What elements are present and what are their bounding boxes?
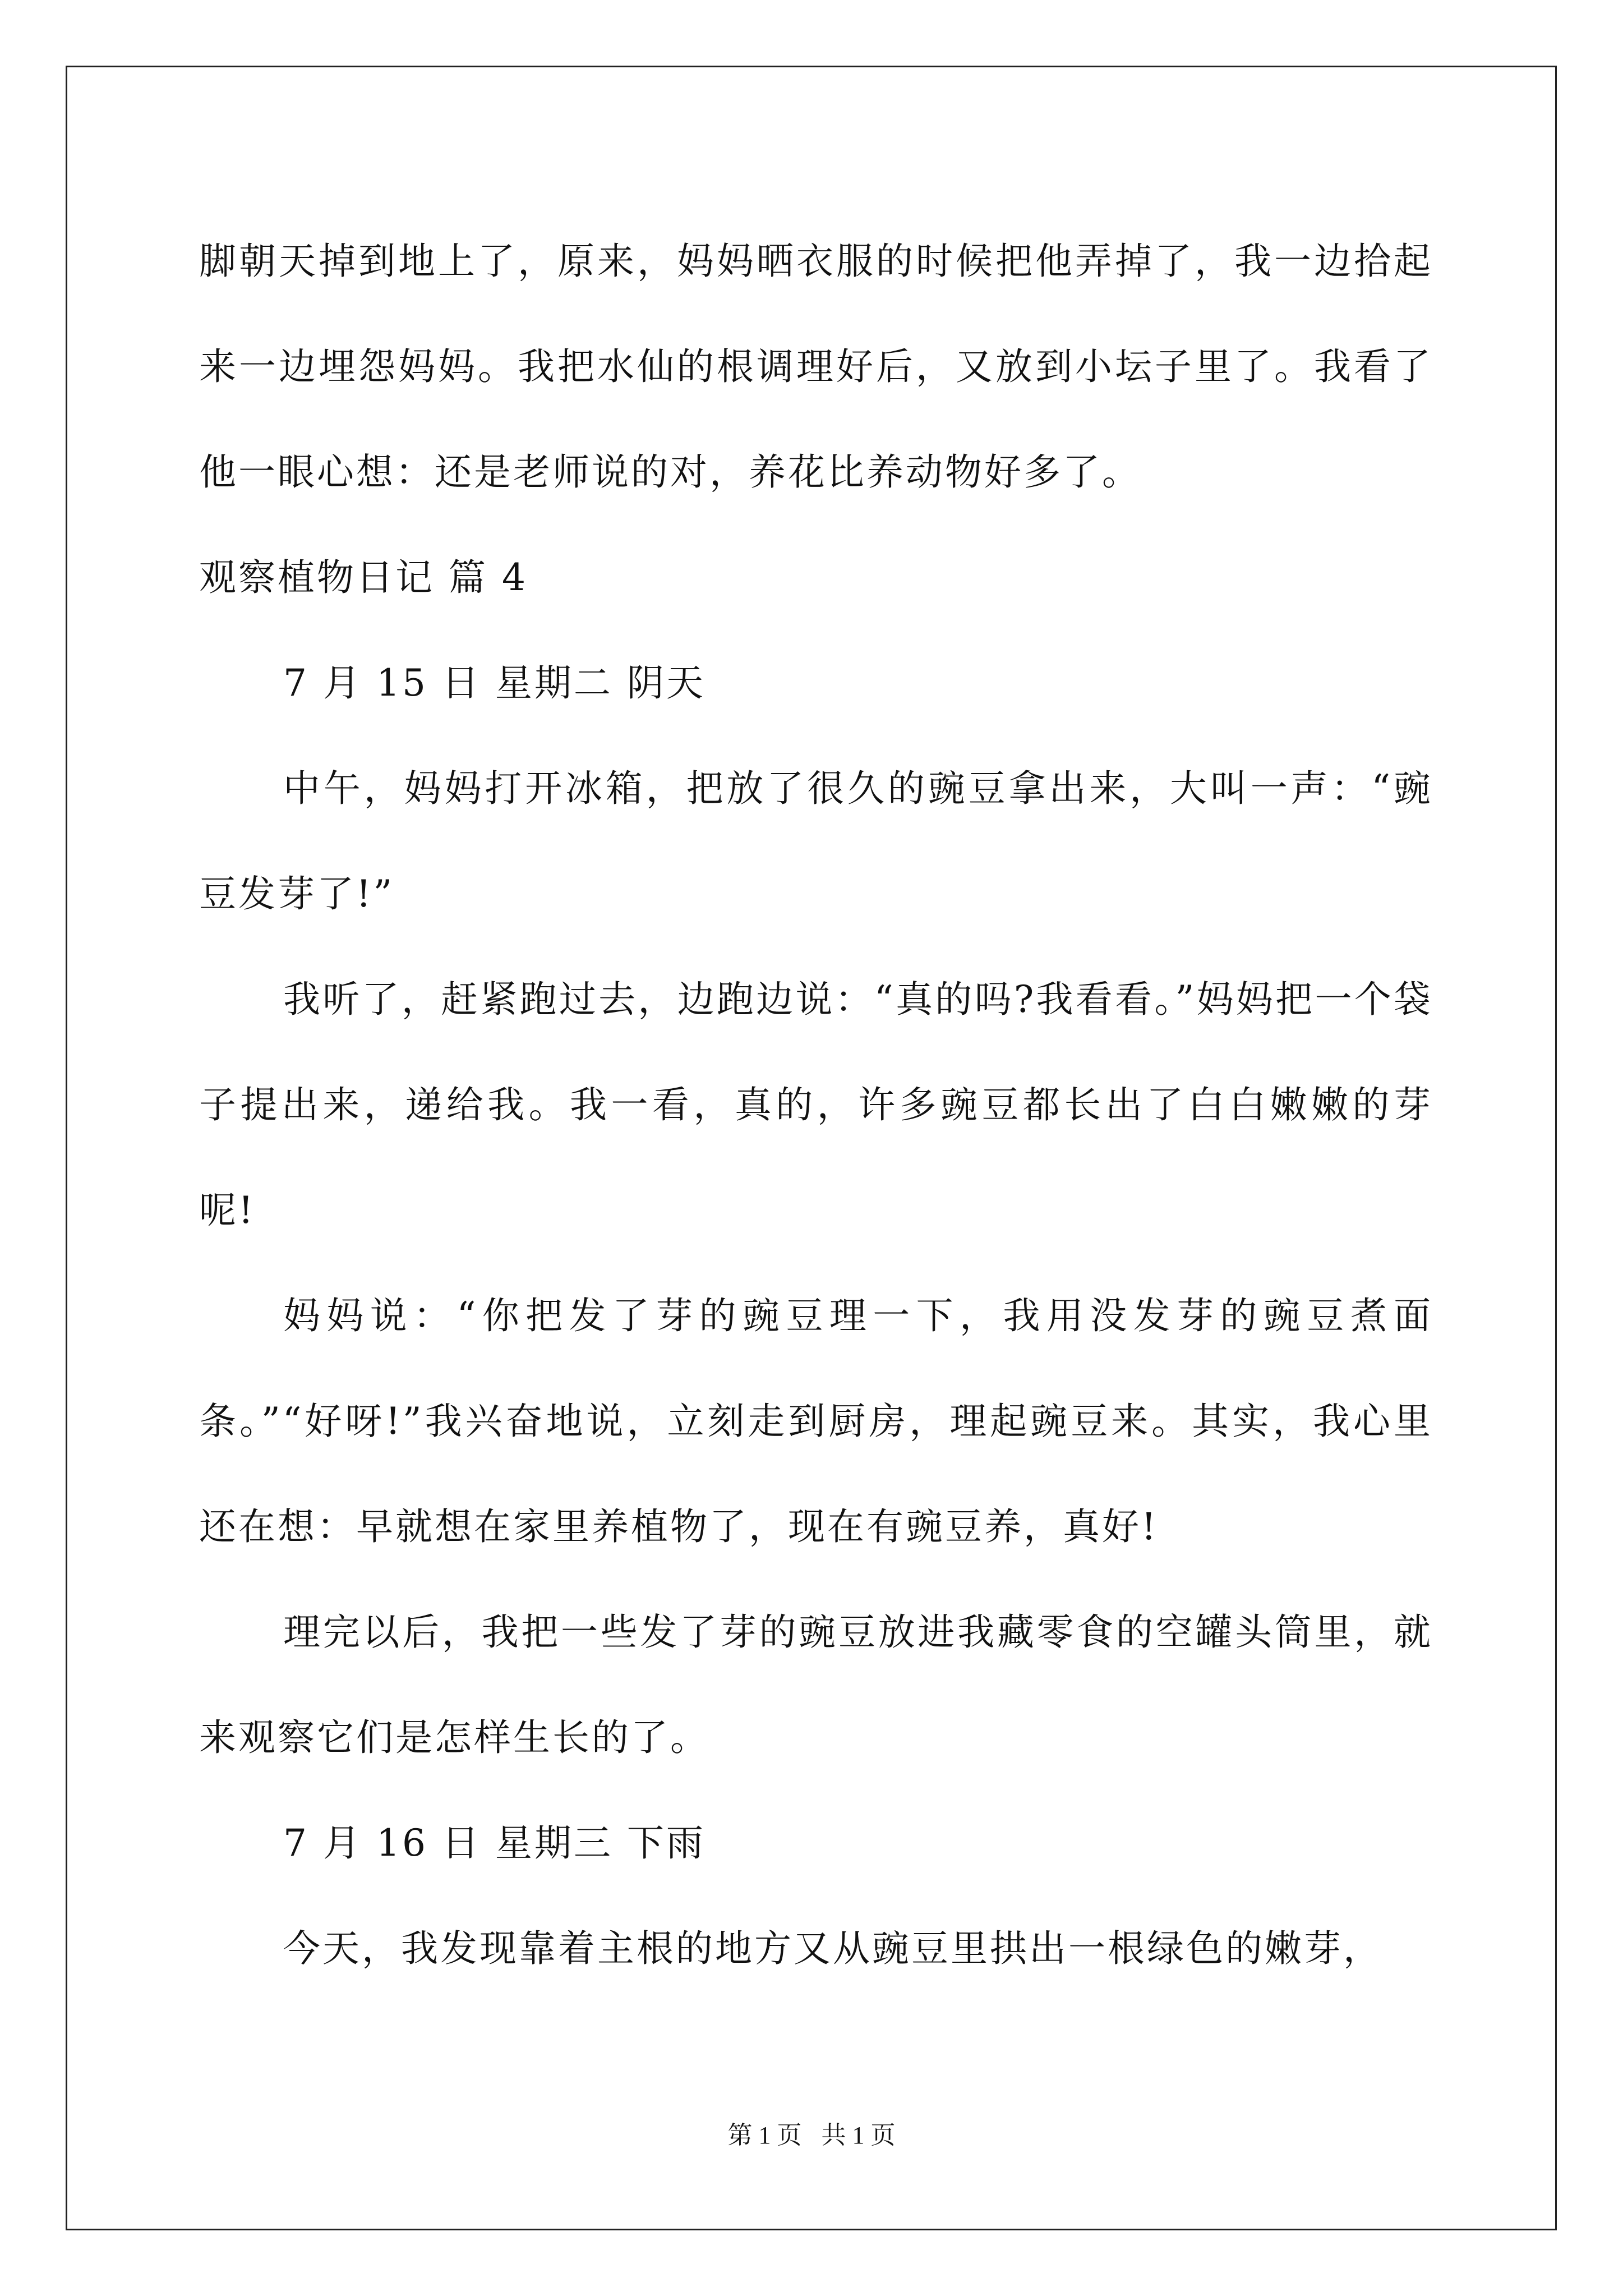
paragraph-4: 理完以后，我把一些发了芽的豌豆放进我藏零食的空罐头筒里，就来观察它们是怎样生长的了。	[199, 1611, 1433, 1759]
page-footer	[0, 2115, 1623, 2151]
paragraph-3: 妈妈说：“你把发了芽的豌豆理一下，我用没发芽的豌豆煮面条。”“好呀!”我兴奋地说，立刻走到厨房，理起豌豆来。其实，我心里还在想：早就想在家里养植物了，现在有豌豆养，真好!	[199, 1294, 1433, 1548]
entry-date-2: 7 月 16 日 星期三 下雨	[283, 1821, 706, 1865]
document-body	[199, 209, 1433, 2001]
entry-date-1: 7 月 15 日 星期二 阴天	[283, 661, 706, 705]
page-number: 第 1 页	[727, 2122, 802, 2149]
paragraph-2: 我听了，赶紧跑过去，边跑边说：“真的吗?我看看。”妈妈把一个袋子提出来，递给我。我一看，真的，许多豌豆都长出了白白嫩嫩的芽呢!	[199, 978, 1433, 1232]
section-title: 观察植物日记 篇 4	[199, 556, 528, 599]
paragraph-continued: 脚朝天掉到地上了，原来，妈妈晒衣服的时候把他弄掉了，我一边拾起来一边埋怨妈妈。我把水仙的根调理好后，又放到小坛子里了。我看了他一眼心想：还是老师说的对，养花比养动物好多了。	[199, 240, 1433, 494]
paragraph-1: 中午，妈妈打开冰箱，把放了很久的豌豆拿出来，大叫一声：“豌豆发芽了!”	[199, 767, 1433, 915]
paragraph-5: 今天，我发现靠着主根的地方又从豌豆里拱出一根绿色的嫩芽，	[283, 1927, 1382, 1970]
page-total: 共 1 页	[821, 2122, 896, 2149]
